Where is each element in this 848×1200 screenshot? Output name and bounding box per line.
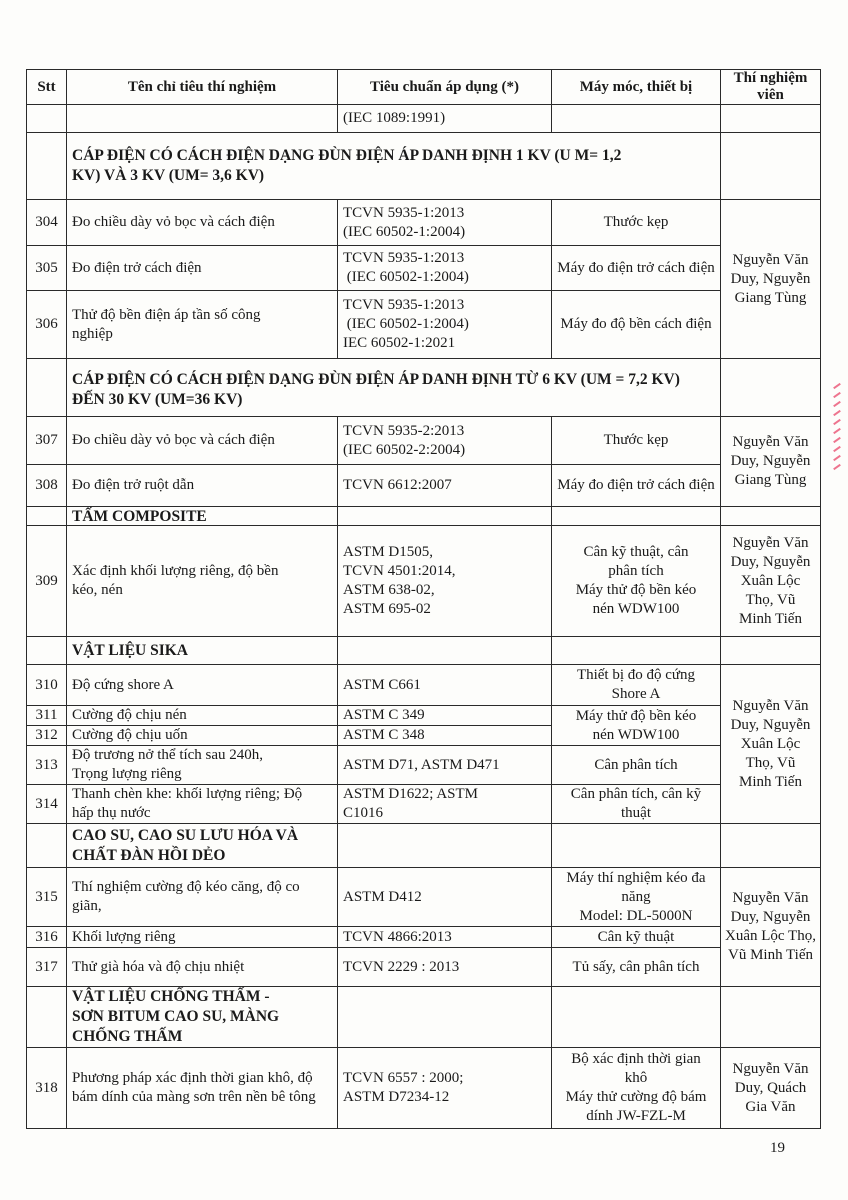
row-test-name: Độ trương nở thể tích sau 240h, Trọng lượng riêng (67, 746, 338, 785)
row-equipment: Cân phân tích (552, 746, 721, 785)
row-test-name: Thanh chèn khe: khối lượng riêng; Độ hấp thụ nước (67, 785, 338, 824)
table-row (27, 417, 821, 465)
row-test-name: Đo chiều dày vỏ bọc và cách điện (67, 200, 338, 246)
table-row (27, 868, 821, 927)
table-row (27, 746, 821, 785)
row-test-name: Đo chiều dày vỏ bọc và cách điện (67, 417, 338, 465)
row-standard: ASTM C 349 (338, 706, 552, 726)
row-standard: TCVN 6612:2007 (338, 465, 552, 507)
section-row (27, 637, 821, 665)
section-heading-cable-6kv: CÁP ĐIỆN CÓ CÁCH ĐIỆN DẠNG ĐÙN ĐIỆN ÁP DANH ĐỊNH TỪ 6 KV (UM = 7,2 KV) ĐẾN 30 KV (UM=36 KV) (67, 359, 721, 417)
table-row (27, 785, 821, 824)
row-test-name: Độ cứng shore A (67, 665, 338, 706)
page-number: 19 (770, 1140, 785, 1156)
header-equipment: Máy móc, thiết bị (552, 70, 721, 105)
header-standard: Tiêu chuẩn áp dụng (*) (338, 70, 552, 105)
table-row (27, 200, 821, 246)
row-stt: 309 (27, 526, 67, 637)
row-test-name: Đo điện trở ruột dẫn (67, 465, 338, 507)
table-row (27, 927, 821, 948)
row-standard: ASTM D1505, TCVN 4501:2014, ASTM 638-02, ASTM 695-02 (338, 526, 552, 637)
table-row (27, 1048, 821, 1129)
row-stt: 305 (27, 246, 67, 291)
row-test-name: Thử độ bền điện áp tần số công nghiệp (67, 291, 338, 359)
row-test-name: Cường độ chịu uốn (67, 726, 338, 746)
row-stt: 311 (27, 706, 67, 726)
row-stt: 317 (27, 948, 67, 987)
row-equipment: Cân phân tích, cân kỹ thuật (552, 785, 721, 824)
row-standard: TCVN 4866:2013 (338, 927, 552, 948)
row-standard: TCVN 5935-1:2013 (IEC 60502-1:2004) (338, 246, 552, 291)
red-stamp-mark (830, 378, 844, 498)
row-stt: 316 (27, 927, 67, 948)
row-tester: Nguyễn Văn Duy, Nguyễn Giang Tùng (721, 200, 821, 359)
row-stt: 308 (27, 465, 67, 507)
row-stt: 307 (27, 417, 67, 465)
table-row (27, 665, 821, 706)
section-row (27, 359, 821, 417)
table-row (27, 948, 821, 987)
table-row (27, 246, 821, 291)
row-tester: Nguyễn Văn Duy, Nguyễn Xuân Lộc Thọ, Vũ Minh Tiến (721, 868, 821, 987)
header-test-name: Tên chỉ tiêu thí nghiệm (67, 70, 338, 105)
row-tester: Nguyễn Văn Duy, Quách Gia Văn (721, 1048, 821, 1129)
table-row (27, 526, 821, 637)
row-standard: ASTM D71, ASTM D471 (338, 746, 552, 785)
row-test-name: Xác định khối lượng riêng, độ bền kéo, nén (67, 526, 338, 637)
table-row (27, 706, 821, 726)
row-equipment: Cân kỹ thuật, cân phân tích Máy thử độ bền kéo nén WDW100 (552, 526, 721, 637)
section-row (27, 824, 821, 868)
row-equipment: Cân kỹ thuật (552, 927, 721, 948)
row-stt: 312 (27, 726, 67, 746)
row-stt: 314 (27, 785, 67, 824)
section-row (27, 133, 821, 200)
row-equipment: Máy thử độ bền kéo nén WDW100 (552, 706, 721, 746)
row-test-name: Thử già hóa và độ chịu nhiệt (67, 948, 338, 987)
row-tester: Nguyễn Văn Duy, Nguyễn Xuân Lộc Thọ, Vũ Minh Tiến (721, 665, 821, 824)
row-stt: 304 (27, 200, 67, 246)
row-standard: ASTM C 348 (338, 726, 552, 746)
row-standard: ASTM D1622; ASTM C1016 (338, 785, 552, 824)
row-standard: TCVN 2229 : 2013 (338, 948, 552, 987)
row-standard: ASTM C661 (338, 665, 552, 706)
row-equipment: Thiết bị đo độ cứng Shore A (552, 665, 721, 706)
row-equipment: Thước kẹp (552, 200, 721, 246)
table-header-row (27, 70, 821, 105)
row-standard: TCVN 6557 : 2000; ASTM D7234-12 (338, 1048, 552, 1129)
row-equipment: Máy thí nghiệm kéo đa năng Model: DL-5000N (552, 868, 721, 927)
row-test-name: Khối lượng riêng (67, 927, 338, 948)
continuation-row (27, 105, 821, 133)
continuation-standard: (IEC 1089:1991) (338, 105, 552, 133)
row-test-name: Đo điện trở cách điện (67, 246, 338, 291)
row-tester: Nguyễn Văn Duy, Nguyễn Giang Tùng (721, 417, 821, 507)
test-standards-table (26, 69, 821, 1129)
section-row (27, 987, 821, 1048)
header-stt: Stt (27, 70, 67, 105)
header-tester: Thí nghiệm viên (721, 70, 821, 105)
table-row (27, 465, 821, 507)
row-stt: 313 (27, 746, 67, 785)
row-equipment: Tủ sấy, cân phân tích (552, 948, 721, 987)
section-row (27, 507, 821, 526)
row-standard: TCVN 5935-1:2013 (IEC 60502-1:2004) (338, 200, 552, 246)
row-tester: Nguyễn Văn Duy, Nguyễn Xuân Lộc Thọ, Vũ Minh Tiến (721, 526, 821, 637)
section-heading-rubber: CAO SU, CAO SU LƯU HÓA VÀ CHẤT ĐÀN HỒI DẺO (67, 824, 338, 868)
row-standard: TCVN 5935-1:2013 (IEC 60502-1:2004) IEC 60502-1:2021 (338, 291, 552, 359)
row-test-name: Cường độ chịu nén (67, 706, 338, 726)
row-stt: 306 (27, 291, 67, 359)
row-equipment: Máy đo độ bền cách điện (552, 291, 721, 359)
row-test-name: Thí nghiệm cường độ kéo căng, độ co giãn, (67, 868, 338, 927)
table-row (27, 291, 821, 359)
row-equipment: Bộ xác định thời gian khô Máy thử cường độ bám dính JW-FZL-M (552, 1048, 721, 1129)
row-test-name: Phương pháp xác định thời gian khô, độ bám dính của màng sơn trên nền bê tông (67, 1048, 338, 1129)
row-standard: ASTM D412 (338, 868, 552, 927)
row-stt: 318 (27, 1048, 67, 1129)
row-stt: 315 (27, 868, 67, 927)
section-heading-waterproof: VẬT LIỆU CHỐNG THẤM - SƠN BITUM CAO SU, MÀNG CHỐNG THẤM (67, 987, 338, 1048)
row-equipment: Máy đo điện trở cách điện (552, 465, 721, 507)
section-heading-cable-1kv: CÁP ĐIỆN CÓ CÁCH ĐIỆN DẠNG ĐÙN ĐIỆN ÁP DANH ĐỊNH 1 KV (U M= 1,2 KV) VÀ 3 KV (UM= 3,6 KV) (67, 133, 721, 200)
section-heading-composite: TẤM COMPOSITE (67, 507, 338, 526)
section-heading-sika: VẬT LIỆU SIKA (67, 637, 338, 665)
row-standard: TCVN 5935-2:2013 (IEC 60502-2:2004) (338, 417, 552, 465)
row-equipment: Thước kẹp (552, 417, 721, 465)
row-stt: 310 (27, 665, 67, 706)
row-equipment: Máy đo điện trở cách điện (552, 246, 721, 291)
